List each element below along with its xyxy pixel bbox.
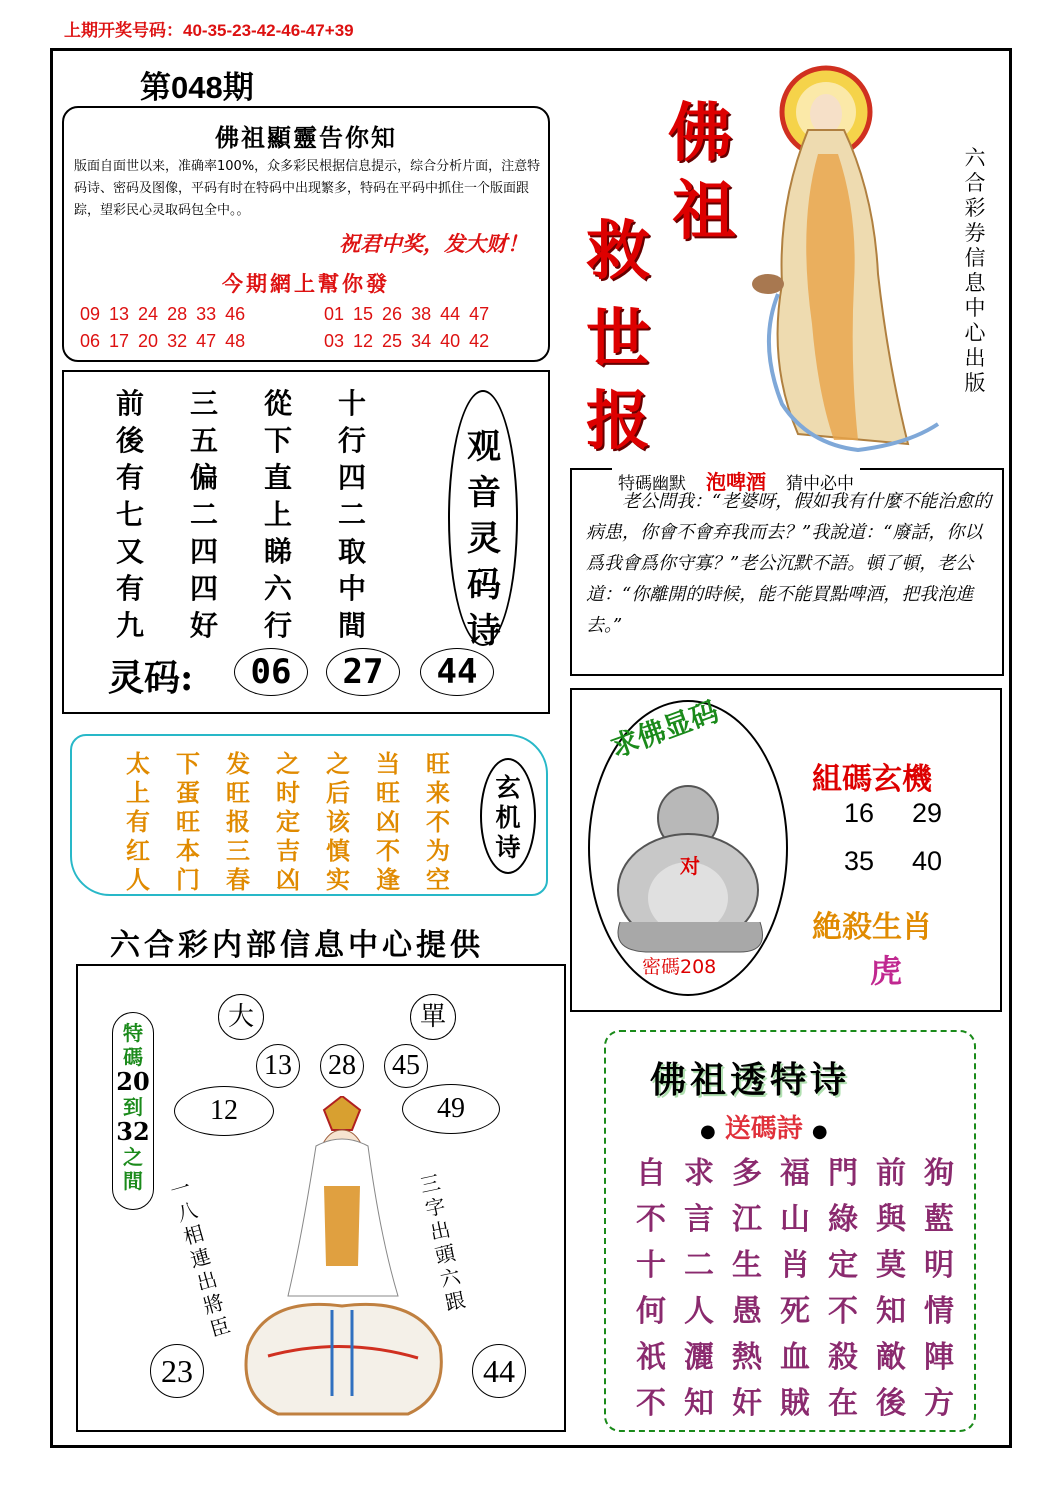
poem-char: 之 — [326, 749, 350, 778]
poem-char: 前 — [876, 1156, 906, 1191]
hint-number: 13 — [256, 1044, 300, 1088]
poem-row — [116, 456, 412, 493]
poem-char: 求 — [684, 1156, 714, 1191]
poem-char: 好 — [190, 609, 219, 642]
poem-char: 蛋 — [176, 778, 200, 807]
poem-row — [116, 530, 412, 567]
poem-char: 旺 — [176, 807, 200, 836]
masthead-char-1: 佛 — [668, 96, 732, 171]
poem-char: 五 — [190, 424, 219, 457]
poem-char: 二 — [338, 498, 367, 531]
hint-number: 28 — [320, 1044, 364, 1088]
poem-char: 十 — [338, 387, 367, 420]
poem-row — [126, 773, 476, 807]
joke-title: 泡啤酒 — [706, 470, 766, 494]
buddha-box — [570, 688, 1002, 1012]
poem-char: 四 — [338, 461, 367, 494]
notice-box — [62, 106, 550, 362]
poem-char: 莫 — [876, 1248, 906, 1283]
hint-number: 49 — [402, 1084, 500, 1134]
masthead-char-5: 报 — [586, 384, 650, 459]
poem-char: 四 — [190, 535, 219, 568]
poem-row — [116, 567, 412, 604]
poem-char: 三 — [226, 836, 250, 865]
poem-char: 灑 — [684, 1340, 714, 1375]
poem-char: 定 — [828, 1248, 858, 1283]
poem-char: 凶 — [276, 865, 300, 894]
secret-code: 密碼208 — [642, 956, 717, 978]
poem-char: 明 — [924, 1248, 954, 1283]
poem-char: 三 — [190, 387, 219, 420]
poem-row — [116, 382, 412, 419]
poem-char: 四 — [190, 572, 219, 605]
masthead-char-3: 救 — [586, 214, 650, 289]
poem-char: 凶 — [376, 807, 400, 836]
numbers-row-2-left: 06 17 20 32 47 48 — [80, 331, 246, 351]
dui-label: 对 — [680, 854, 700, 878]
lingma-label: 灵码: — [108, 657, 194, 699]
poem-char: 太 — [126, 749, 150, 778]
poem-char: 何 — [636, 1294, 666, 1329]
poem-char: 賊 — [780, 1386, 810, 1421]
notice-title: 佛祖顯靈告你知 — [215, 123, 397, 152]
notice-intro: 版面自面世以来，准确率100%，众多彩民根据信息提示，综合分析片面，注意特码诗、密码及图像，平码有时在特码中出现繁多，特码在平码中抓住一个版面跟踪，望彩民心灵取码包全中。。 — [74, 159, 541, 218]
poem-row — [636, 1286, 972, 1332]
xuanji-title-text: 玄机诗 — [495, 773, 521, 862]
guanyin-poem-title-oval — [448, 390, 518, 651]
masthead-char-4: 世 — [586, 302, 650, 377]
poem-char: 偏 — [190, 461, 219, 494]
poem-char: 熱 — [732, 1340, 762, 1375]
joke-label-left: 特碼幽默 — [618, 474, 686, 494]
poem-char: 为 — [426, 836, 450, 865]
poem-row — [636, 1194, 972, 1240]
poem-char: 当 — [376, 749, 400, 778]
tema-to: 到 — [123, 1095, 143, 1119]
poem-char: 十 — [636, 1248, 666, 1283]
poem-char: 时 — [276, 778, 300, 807]
poem-char: 後 — [876, 1386, 906, 1421]
poem-char: 该 — [326, 807, 350, 836]
poem-char: 言 — [684, 1202, 714, 1237]
poem-char: 旺 — [426, 749, 450, 778]
xuanji-poem-title — [480, 758, 536, 874]
special-poem-box — [604, 1030, 976, 1432]
big-label: 大 — [218, 994, 264, 1040]
lingma-number: 06 — [234, 648, 308, 696]
tema-32: 32 — [116, 1117, 150, 1146]
poem-char: 红 — [126, 836, 150, 865]
poem-char: 取 — [338, 535, 367, 568]
poem-row — [636, 1148, 972, 1194]
lingma-number: 44 — [420, 648, 494, 696]
provider-line: 六合彩内部信息中心提供 — [110, 928, 484, 963]
poem-char: 前 — [116, 387, 145, 420]
poem-char: 不 — [426, 807, 450, 836]
poem-char: 有 — [116, 572, 145, 605]
poem-char: 藍 — [924, 1202, 954, 1237]
poem-char: 死 — [780, 1294, 810, 1329]
combo-number: 29 — [912, 798, 943, 828]
poem-char: 從 — [264, 387, 293, 420]
poem-char: 有 — [126, 807, 150, 836]
poem-char: 逢 — [376, 865, 400, 894]
poem-char: 狗 — [924, 1156, 954, 1191]
special-poem-subtitle-text: 送碼詩 — [724, 1114, 803, 1144]
poem-char: 后 — [326, 778, 350, 807]
poem-char: 自 — [636, 1156, 666, 1191]
combo-number: 35 — [844, 846, 875, 876]
combo-number: 16 — [844, 798, 875, 828]
combo-title: 組碼玄機 — [812, 762, 932, 797]
guanyin-poem-box — [62, 370, 550, 714]
poem-char: 不 — [828, 1294, 858, 1329]
poem-char: 門 — [828, 1156, 858, 1191]
poem-char: 报 — [226, 807, 250, 836]
numbers-row-1-left: 09 13 24 28 33 46 — [80, 304, 246, 324]
poem-char: 实 — [326, 865, 350, 894]
tema-between: 之間 — [123, 1145, 143, 1193]
hint-number: 12 — [174, 1086, 274, 1136]
combo-number: 40 — [912, 846, 943, 876]
tema-range-oval — [112, 1012, 154, 1210]
poem-char: 陣 — [924, 1340, 954, 1375]
poem-char: 吉 — [276, 836, 300, 865]
poem-char: 奸 — [732, 1386, 762, 1421]
poem-char: 愚 — [732, 1294, 762, 1329]
poem-row — [636, 1240, 972, 1286]
tema-20: 20 — [116, 1067, 150, 1096]
xuanji-poem-box — [70, 734, 548, 896]
poem-char: 血 — [780, 1340, 810, 1375]
kill-zodiac-title: 絶殺生肖 — [812, 910, 932, 945]
poem-char: 发 — [226, 749, 250, 778]
poem-char: 上 — [264, 498, 293, 531]
poem-char: 旺 — [376, 778, 400, 807]
guanyin-standing-illustration — [738, 64, 948, 454]
issue-number: 第048期 — [140, 70, 254, 105]
poem-row — [116, 493, 412, 530]
poem-char: 山 — [780, 1202, 810, 1237]
poem-char: 有 — [116, 461, 145, 494]
poem-char: 人 — [126, 865, 150, 894]
guanyin-poem-title: 观音灵码诗 — [467, 427, 501, 651]
poem-row — [126, 860, 476, 894]
poem-char: 睇 — [264, 535, 293, 568]
poem-char: 下 — [176, 749, 200, 778]
bullet-icon: ● — [811, 1121, 828, 1142]
poem-row — [116, 604, 412, 641]
poem-row — [636, 1378, 972, 1424]
poem-char: 之 — [276, 749, 300, 778]
poem-char: 方 — [924, 1386, 954, 1421]
poem-char: 間 — [338, 609, 367, 642]
odd-label: 單 — [410, 994, 456, 1040]
poem-char: 来 — [426, 778, 450, 807]
kill-zodiac: 虎 — [870, 952, 903, 990]
poem-char: 福 — [780, 1156, 810, 1191]
previous-draw-numbers: 上期开奖号码：40-35-23-42-46-47+39 — [64, 21, 354, 40]
joke-label-right: 猜中必中 — [786, 474, 854, 494]
poem-char: 祇 — [636, 1340, 666, 1375]
left-phrase-text: 一八相連出將臣 — [167, 1174, 234, 1342]
bullet-icon: ● — [700, 1121, 716, 1142]
poem-char: 綠 — [828, 1202, 858, 1237]
poem-row — [636, 1332, 972, 1378]
special-poem-subtitle — [700, 1108, 828, 1145]
poem-char: 人 — [684, 1294, 714, 1329]
poem-char: 又 — [116, 535, 145, 568]
poem-char: 江 — [732, 1202, 762, 1237]
poem-row — [126, 744, 476, 778]
numbers-row-1-right: 01 15 26 38 44 47 — [324, 304, 490, 324]
publisher-vertical: 六合彩券信息中心出版 — [964, 146, 986, 395]
poem-char: 慎 — [326, 836, 350, 865]
poem-char: 门 — [176, 865, 200, 894]
poem-char: 後 — [116, 424, 145, 457]
poem-char: 直 — [264, 461, 293, 494]
poem-char: 九 — [116, 609, 145, 642]
poem-char: 七 — [116, 498, 145, 531]
poem-char: 春 — [226, 865, 250, 894]
poem-char: 空 — [426, 865, 450, 894]
poem-char: 二 — [190, 498, 219, 531]
poem-char: 下 — [264, 424, 293, 457]
joke-text: 老公問我：“老婆呀，假如我有什麼不能治愈的病患，你會不會弃我而去？”我說道：“廢話，你以爲我會爲你守寡？”老公沉默不語。頓了頓，老公道：“你離開的時候，能不能買點啤酒，把我泡進去。” — [586, 491, 992, 636]
hint-number: 23 — [150, 1344, 204, 1398]
joke-box — [570, 468, 1004, 676]
poem-char: 行 — [264, 609, 293, 642]
poem-char: 殺 — [828, 1340, 858, 1375]
poem-char: 不 — [376, 836, 400, 865]
poem-char: 旺 — [226, 778, 250, 807]
lingma-number: 27 — [326, 648, 400, 696]
poem-char: 敵 — [876, 1340, 906, 1375]
xuanji-poem-grid — [126, 744, 476, 894]
poem-char: 肖 — [780, 1248, 810, 1283]
special-poem-grid — [636, 1148, 972, 1424]
poem-char: 知 — [876, 1294, 906, 1329]
tema-label: 特碼 — [123, 1021, 143, 1069]
poem-row — [126, 802, 476, 836]
masthead-char-2: 祖 — [672, 174, 736, 249]
poem-char: 不 — [636, 1386, 666, 1421]
seated-guanyin-box — [76, 964, 566, 1432]
poem-char: 定 — [276, 807, 300, 836]
hint-number: 44 — [472, 1344, 526, 1398]
poem-char: 六 — [264, 572, 293, 605]
poem-char: 多 — [732, 1156, 762, 1191]
poem-char: 生 — [732, 1248, 762, 1283]
notice-wish: 祝君中奖，发大财！ — [339, 231, 528, 256]
poem-char: 行 — [338, 424, 367, 457]
right-phrase-text: 三字出頭六 跟 — [417, 1170, 483, 1316]
poem-char: 不 — [636, 1202, 666, 1237]
arc-title: 求佛显码 — [606, 694, 723, 765]
poem-char: 在 — [828, 1386, 858, 1421]
poem-char: 二 — [684, 1248, 714, 1283]
poem-char: 情 — [924, 1294, 954, 1329]
poem-row — [126, 831, 476, 865]
poem-char: 上 — [126, 778, 150, 807]
notice-subtitle: 今期網上幫你發 — [222, 271, 390, 296]
hint-number: 45 — [384, 1044, 428, 1088]
poem-char: 中 — [338, 572, 367, 605]
special-poem-title: 佛祖透特诗 — [650, 1059, 851, 1101]
guanyin-poem-grid — [116, 382, 412, 641]
poem-row — [116, 419, 412, 456]
poem-char: 與 — [876, 1202, 906, 1237]
poem-char: 本 — [176, 836, 200, 865]
numbers-row-2-right: 03 12 25 34 40 42 — [324, 331, 490, 351]
poem-char: 知 — [684, 1386, 714, 1421]
